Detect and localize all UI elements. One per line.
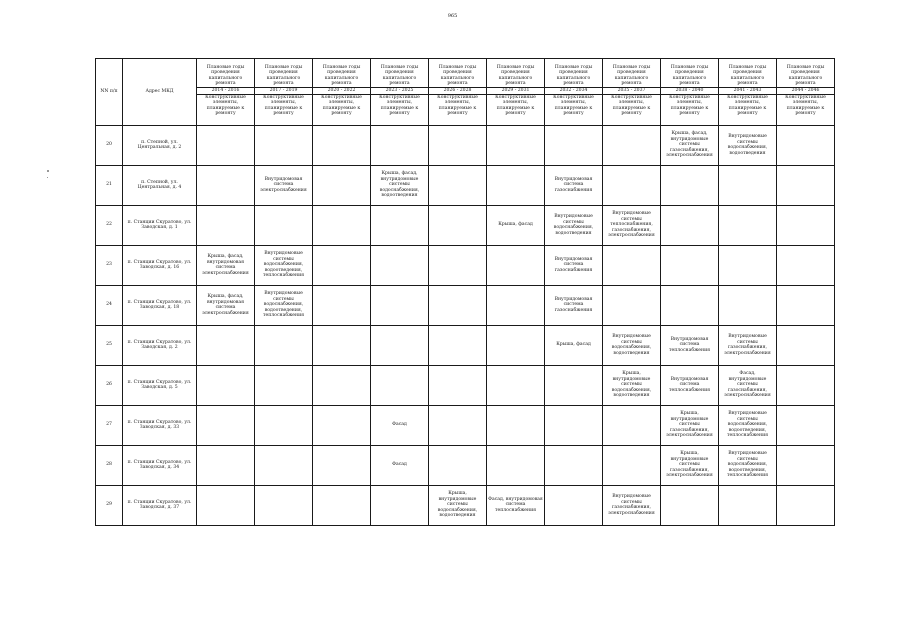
repair-cell bbox=[487, 245, 545, 285]
scan-speck bbox=[47, 170, 49, 172]
component-header: Конструктивные элементы, планируемые к ремонту bbox=[545, 94, 603, 125]
row-number: 23 bbox=[96, 245, 123, 285]
page-number: 965 bbox=[447, 13, 458, 19]
period-header: Плановые годы проведения капитального ремонта bbox=[371, 59, 429, 88]
repair-cell bbox=[197, 405, 255, 445]
repair-cell: Фасад, внутридомовая система теплоснабжения bbox=[487, 485, 545, 525]
repair-cell bbox=[197, 445, 255, 485]
component-header: Конструктивные элементы, планируемые к ремонту bbox=[255, 94, 313, 125]
repair-cell: Внутридомовые системы водоснабжения, водоотведения, теплоснабжения bbox=[719, 405, 777, 445]
repair-cell bbox=[255, 405, 313, 445]
repair-cell bbox=[487, 165, 545, 205]
period-years: 2038 - 2040 bbox=[661, 88, 719, 95]
repair-cell bbox=[661, 285, 719, 325]
repair-cell: Фасад bbox=[371, 445, 429, 485]
component-header: Конструктивные элементы, планируемые к ремонту bbox=[197, 94, 255, 125]
num-header: NN п/п bbox=[96, 59, 123, 126]
address-header: Адрес МКД bbox=[123, 59, 197, 126]
repair-cell bbox=[603, 445, 661, 485]
repair-cell: Крыша, фасад, внутридомовые системы газоснабжения, электроснабжения bbox=[661, 125, 719, 165]
repair-cell bbox=[603, 165, 661, 205]
period-header: Плановые годы проведения капитального ремонта bbox=[487, 59, 545, 88]
repair-cell bbox=[429, 205, 487, 245]
repair-cell bbox=[197, 325, 255, 365]
period-years: 2020 - 2022 bbox=[313, 88, 371, 95]
repair-cell bbox=[777, 285, 835, 325]
repair-cell bbox=[545, 125, 603, 165]
table-row bbox=[96, 285, 835, 325]
repair-cell bbox=[487, 325, 545, 365]
address-cell: п. Степной, ул. Центральная, д. 2 bbox=[123, 125, 197, 165]
row-number: 24 bbox=[96, 285, 123, 325]
table-row bbox=[96, 325, 835, 365]
repair-cell: Внутридомовая система газоснабжения bbox=[545, 165, 603, 205]
repair-cell bbox=[545, 405, 603, 445]
address-cell: п. Станции Скуратово, ул. Заводская, д. 37 bbox=[123, 485, 197, 525]
repair-cell: Внутридомовая система электроснабжения bbox=[255, 165, 313, 205]
component-header: Конструктивные элементы, планируемые к ремонту bbox=[661, 94, 719, 125]
repair-cell bbox=[661, 245, 719, 285]
repair-cell bbox=[777, 405, 835, 445]
address-cell: п. Станции Скуратово, ул. Заводская, д. 16 bbox=[123, 245, 197, 285]
table-row bbox=[96, 205, 835, 245]
repair-cell bbox=[603, 285, 661, 325]
row-number: 21 bbox=[96, 165, 123, 205]
repair-cell: Внутридомовые системы водоснабжения, водоотведения bbox=[545, 205, 603, 245]
repair-cell: Крыша, фасад bbox=[487, 205, 545, 245]
repair-cell: Фасад bbox=[371, 405, 429, 445]
repair-cell: Внутридомовые системы водоснабжения, водоотведения, теплоснабжения bbox=[255, 245, 313, 285]
repair-cell bbox=[255, 445, 313, 485]
repair-cell: Внутридомовые системы газоснабжения, электроснабжения bbox=[603, 485, 661, 525]
repair-cell bbox=[603, 245, 661, 285]
period-header: Плановые годы проведения капитального ремонта bbox=[661, 59, 719, 88]
repair-cell bbox=[777, 485, 835, 525]
repair-cell: Внутридомовая система газоснабжения bbox=[545, 285, 603, 325]
repair-cell: Крыша, внутридомовые системы газоснабжения, электроснабжения bbox=[661, 445, 719, 485]
repair-cell bbox=[197, 365, 255, 405]
repair-cell bbox=[487, 405, 545, 445]
repair-cell bbox=[313, 485, 371, 525]
repair-cell: Внутридомовые системы водоснабжения, водоотведения, теплоснабжения bbox=[255, 285, 313, 325]
repair-cell: Внутридомовые системы водоснабжения, водоотведения, теплоснабжения bbox=[719, 445, 777, 485]
repair-cell bbox=[777, 245, 835, 285]
repair-cell bbox=[603, 405, 661, 445]
repair-cell bbox=[371, 325, 429, 365]
repair-cell bbox=[313, 205, 371, 245]
component-header: Конструктивные элементы, планируемые к ремонту bbox=[603, 94, 661, 125]
period-years: 2023 - 2025 bbox=[371, 88, 429, 95]
capital-repair-table bbox=[95, 58, 835, 526]
address-cell: п. Станции Скуратово, ул. Заводская, д. 34 bbox=[123, 445, 197, 485]
period-header: Плановые годы проведения капитального ремонта bbox=[255, 59, 313, 88]
repair-cell: Внутридомовая система газоснабжения bbox=[545, 245, 603, 285]
component-header: Конструктивные элементы, планируемые к ремонту bbox=[371, 94, 429, 125]
address-cell: п. Станции Скуратово, ул. Заводская, д. 33 bbox=[123, 405, 197, 445]
repair-cell: Крыша, внутридомовые системы газоснабжения, электроснабжения bbox=[661, 405, 719, 445]
table-row bbox=[96, 445, 835, 485]
repair-cell bbox=[429, 405, 487, 445]
repair-cell: Крыша, фасад bbox=[545, 325, 603, 365]
repair-cell bbox=[719, 245, 777, 285]
period-header: Плановые годы проведения капитального ремонта bbox=[313, 59, 371, 88]
table-row bbox=[96, 365, 835, 405]
period-years: 2017 - 2019 bbox=[255, 88, 313, 95]
repair-cell bbox=[719, 485, 777, 525]
repair-cell: Фасад, внутридомовые системы газоснабжения, электроснабжения bbox=[719, 365, 777, 405]
repair-cell bbox=[777, 125, 835, 165]
period-years: 2014 - 2016 bbox=[197, 88, 255, 95]
period-header: Плановые годы проведения капитального ремонта bbox=[197, 59, 255, 88]
repair-cell bbox=[545, 485, 603, 525]
address-cell: п. Станции Скуратово, ул. Заводская, д. 1 bbox=[123, 205, 197, 245]
period-header: Плановые годы проведения капитального ремонта bbox=[777, 59, 835, 88]
repair-cell bbox=[487, 445, 545, 485]
component-header: Конструктивные элементы, планируемые к ремонту bbox=[313, 94, 371, 125]
repair-cell bbox=[255, 485, 313, 525]
row-number: 22 bbox=[96, 205, 123, 245]
row-number: 28 bbox=[96, 445, 123, 485]
row-number: 20 bbox=[96, 125, 123, 165]
period-header: Плановые годы проведения капитального ремонта bbox=[545, 59, 603, 88]
repair-cell bbox=[429, 365, 487, 405]
repair-cell bbox=[371, 205, 429, 245]
repair-cell bbox=[371, 245, 429, 285]
repair-cell bbox=[371, 285, 429, 325]
repair-cell bbox=[429, 125, 487, 165]
repair-cell: Внутридомовые системы водоснабжения, водоотведения bbox=[603, 325, 661, 365]
repair-cell: Крыша, фасад, внутридомовая система электроснабжения bbox=[197, 285, 255, 325]
repair-cell bbox=[603, 125, 661, 165]
repair-cell bbox=[313, 165, 371, 205]
repair-cell: Внутридомовые системы водоснабжения, водоотведения bbox=[719, 125, 777, 165]
repair-cell bbox=[487, 285, 545, 325]
repair-cell bbox=[777, 365, 835, 405]
repair-cell bbox=[255, 205, 313, 245]
address-cell: п. Степной, ул. Центральная, д. 4 bbox=[123, 165, 197, 205]
period-years: 2044 - 2046 bbox=[777, 88, 835, 95]
repair-cell bbox=[661, 165, 719, 205]
repair-cell bbox=[719, 165, 777, 205]
repair-cell bbox=[429, 245, 487, 285]
repair-cell: Крыша, фасад, внутридомовая система электроснабжения bbox=[197, 245, 255, 285]
repair-cell: Внутридомовые системы теплоснабжения, газоснабжения, электроснабжения bbox=[603, 205, 661, 245]
repair-cell bbox=[777, 445, 835, 485]
repair-cell: Крыша, фасад, внутридомовые системы водоснабжения, водоотведения bbox=[371, 165, 429, 205]
period-years: 2035 - 2037 bbox=[603, 88, 661, 95]
period-years: 2041 - 2043 bbox=[719, 88, 777, 95]
row-number: 25 bbox=[96, 325, 123, 365]
repair-cell bbox=[255, 365, 313, 405]
repair-cell bbox=[429, 285, 487, 325]
address-cell: п. Станции Скуратово, ул. Заводская, д. 5 bbox=[123, 365, 197, 405]
repair-cell bbox=[313, 245, 371, 285]
address-cell: п. Станции Скуратово, ул. Заводская, д. 2 bbox=[123, 325, 197, 365]
period-header: Плановые годы проведения капитального ремонта bbox=[603, 59, 661, 88]
component-header: Конструктивные элементы, планируемые к ремонту bbox=[719, 94, 777, 125]
period-header: Плановые годы проведения капитального ремонта bbox=[719, 59, 777, 88]
repair-cell bbox=[777, 165, 835, 205]
table-row bbox=[96, 405, 835, 445]
repair-cell bbox=[429, 325, 487, 365]
repair-cell: Внутридомовая система теплоснабжения bbox=[661, 325, 719, 365]
repair-cell bbox=[545, 445, 603, 485]
repair-cell bbox=[545, 365, 603, 405]
row-number: 26 bbox=[96, 365, 123, 405]
repair-cell bbox=[661, 485, 719, 525]
scan-speck bbox=[47, 177, 48, 178]
period-years: 2032 - 2034 bbox=[545, 88, 603, 95]
repair-cell bbox=[777, 325, 835, 365]
repair-cell bbox=[719, 285, 777, 325]
repair-cell bbox=[255, 125, 313, 165]
table-row bbox=[96, 165, 835, 205]
repair-cell bbox=[371, 365, 429, 405]
repair-cell bbox=[371, 485, 429, 525]
repair-cell bbox=[719, 205, 777, 245]
repair-cell bbox=[661, 205, 719, 245]
repair-cell bbox=[313, 285, 371, 325]
repair-cell bbox=[313, 125, 371, 165]
period-years: 2026 - 2028 bbox=[429, 88, 487, 95]
repair-cell bbox=[313, 405, 371, 445]
repair-cell bbox=[197, 165, 255, 205]
repair-cell bbox=[197, 485, 255, 525]
repair-cell: Крыша, внутридомовые системы водоснабжения, водоотведения bbox=[429, 485, 487, 525]
repair-cell: Крыша, внутридомовые системы водоснабжения, водоотведения bbox=[603, 365, 661, 405]
repair-cell bbox=[313, 365, 371, 405]
repair-cell bbox=[429, 165, 487, 205]
period-years: 2029 - 2031 bbox=[487, 88, 545, 95]
component-header: Конструктивные элементы, планируемые к ремонту bbox=[487, 94, 545, 125]
repair-cell bbox=[487, 365, 545, 405]
repair-cell bbox=[255, 325, 313, 365]
table-row bbox=[96, 125, 835, 165]
repair-cell bbox=[313, 325, 371, 365]
repair-cell bbox=[777, 205, 835, 245]
component-header: Конструктивные элементы, планируемые к ремонту bbox=[429, 94, 487, 125]
repair-cell bbox=[429, 445, 487, 485]
row-number: 29 bbox=[96, 485, 123, 525]
row-number: 27 bbox=[96, 405, 123, 445]
table-row bbox=[96, 245, 835, 285]
repair-cell bbox=[313, 445, 371, 485]
repair-cell bbox=[487, 125, 545, 165]
repair-cell bbox=[197, 205, 255, 245]
table-row bbox=[96, 485, 835, 525]
repair-cell bbox=[197, 125, 255, 165]
repair-cell: Внутридомовая система теплоснабжения bbox=[661, 365, 719, 405]
period-header: Плановые годы проведения капитального ремонта bbox=[429, 59, 487, 88]
repair-cell: Внутридомовые системы газоснабжения, электроснабжения bbox=[719, 325, 777, 365]
address-cell: п. Станции Скуратово, ул. Заводская, д. 18 bbox=[123, 285, 197, 325]
component-header: Конструктивные элементы, планируемые к ремонту bbox=[777, 94, 835, 125]
repair-cell bbox=[371, 125, 429, 165]
